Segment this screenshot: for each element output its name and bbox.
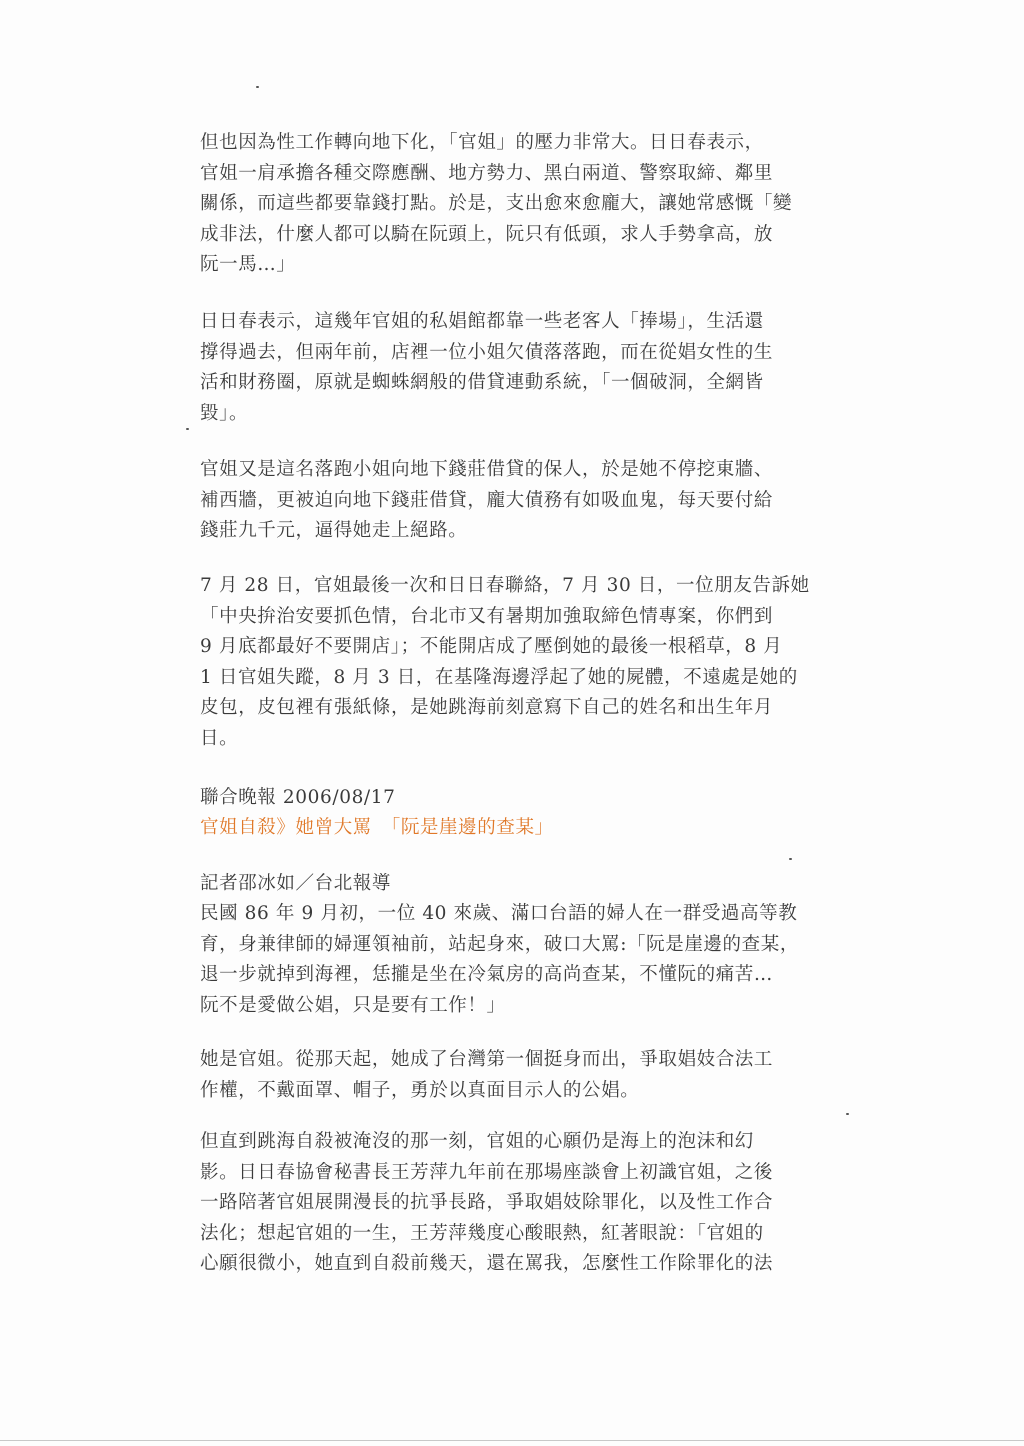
paragraph-line: 影。日日春協會秘書長王芳萍九年前在那場座談會上初識官姐，之後 [200,1161,774,1183]
paragraph-line: 「中央拚治安要抓色情，台北市又有暑期加強取締色情專案，你們到 [200,605,774,627]
paragraph-3 [200,455,825,547]
paragraph-line: 撐得過去，但兩年前，店裡一位小姐欠債落落跑，而在從娼女性的生 [200,341,774,363]
paragraph-line: 關係，而這些都要靠錢打點。於是，支出愈來愈龐大，讓她常感慨「變 [200,193,793,214]
paragraph-line: 成非法，什麼人都可以騎在阮頭上，阮只有低頭，求人手勢拿高，放 [200,223,774,245]
article-paragraph-2 [200,1045,825,1106]
article-byline: 記者邵冰如／台北報導 [200,873,392,894]
paragraph-line: 育，身兼律師的婦運領袖前，站起身來，破口大罵:「阮是崖邊的查某， [200,933,799,955]
paragraph-line: 但直到跳海自殺被淹沒的那一刻，官姐的心願仍是海上的泡沫和幻 [200,1131,754,1152]
paragraph-line: 皮包，皮包裡有張紙條，是她跳海前刻意寫下自己的姓名和出生年月 [200,697,774,718]
paragraph-line: 7 月 28 日，官姐最後一次和日日春聯絡，7 月 30 日，一位朋友告訴她 [200,575,810,596]
scan-speck [846,1113,849,1115]
paragraph-line: 阮不是愛做公娼，只是要有工作！」 [200,994,506,1016]
scan-bottom-edge [0,1440,1024,1441]
paragraph-line: 但也因為性工作轉向地下化，「官姐」的壓力非常大。日日春表示， [200,132,764,153]
paragraph-line: 錢莊九千元，逼得她走上絕路。 [200,520,468,541]
paragraph-line: 她是官姐。從那天起，她成了台灣第一個挺身而出，爭取娼妓合法工 [200,1049,774,1070]
paragraph-line: 日。 [200,727,239,749]
paragraph-line: 作權，不戴面罩、帽子，勇於以真面目示人的公娼。 [200,1079,640,1101]
paragraph-line: 心願很微小，她直到自殺前幾天，還在罵我，怎麼性工作除罪化的法 [200,1253,774,1274]
paragraph-1 [200,128,825,281]
paragraph-4 [200,571,825,754]
article-headline: 官姐自殺》她曾大罵 「阮是崖邊的查某」 [200,817,554,838]
paragraph-line: 官姐又是這名落跑小姐向地下錢莊借貸的保人，於是她不停挖東牆、 [200,459,774,480]
paragraph-line: 活和財務圈，原就是蜘蛛網般的借貸連動系統，「一個破洞，全網皆 [200,372,764,393]
paragraph-line: 退一步就掉到海裡，恁攏是坐在冷氣房的高尚查某，不懂阮的痛苦… [200,964,774,985]
paragraph-line: 官姐一肩承擔各種交際應酬、地方勢力、黑白兩道、警察取締、鄰里 [200,162,774,184]
paragraph-line: 一路陪著官姐展開漫長的抗爭長路，爭取娼妓除罪化，以及性工作合 [200,1192,774,1213]
paragraph-line: 毀」。 [200,402,249,424]
paragraph-line: 1 日官姐失蹤，8 月 3 日，在基隆海邊浮起了她的屍體，不遠處是她的 [200,666,798,688]
scan-speck [186,428,189,430]
article-paragraph-1 [200,899,825,1021]
article-source: 聯合晚報 2006/08/17 [200,787,396,808]
scan-speck [789,858,792,860]
paragraph-2 [200,307,825,429]
paragraph-line: 阮一馬…」 [200,254,296,275]
paragraph-line: 法化；想起官姐的一生，王芳萍幾度心酸眼熱，紅著眼說：「官姐的 [200,1222,764,1244]
article-paragraph-3 [200,1127,825,1280]
paragraph-line: 民國 86 年 9 月初，一位 40 來歲、滿口台語的婦人在一群受過高等教 [200,903,798,924]
paragraph-line: 補西牆，更被迫向地下錢莊借貸，龐大債務有如吸血鬼，每天要付給 [200,489,774,511]
scan-speck [256,86,259,88]
paragraph-line: 日日春表示，這幾年官姐的私娼館都靠一些老客人「捧場」，生活還 [200,311,764,332]
paragraph-line: 9 月底都最好不要開店」；不能開店成了壓倒她的最後一根稻草，8 月 [200,636,783,657]
